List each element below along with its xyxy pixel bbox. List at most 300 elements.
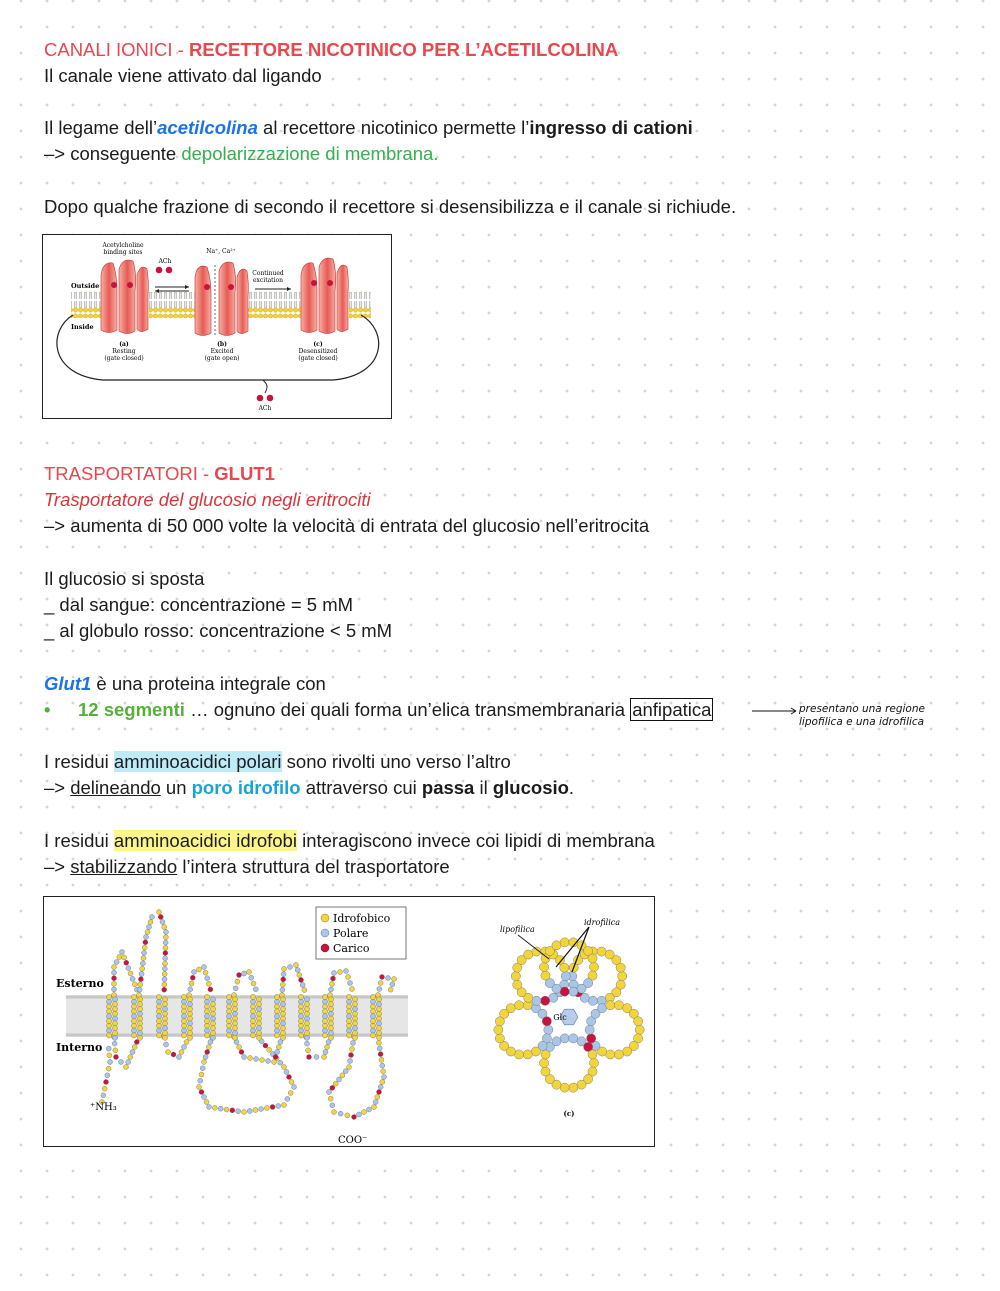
state-b-letter: (b) bbox=[217, 341, 227, 348]
loop-residue bbox=[350, 1047, 355, 1052]
loop-residue bbox=[338, 1111, 343, 1116]
loop-residue bbox=[107, 1053, 112, 1058]
loop-residue bbox=[377, 1090, 382, 1095]
loop-residue bbox=[218, 1106, 223, 1111]
membrane-segment bbox=[349, 292, 371, 318]
loop-residue bbox=[126, 1060, 131, 1065]
loop-residue bbox=[205, 976, 210, 981]
helix-residue bbox=[112, 1011, 117, 1016]
loop-residue bbox=[346, 975, 351, 980]
state-c-letter: (c) bbox=[313, 341, 323, 348]
loop-residue bbox=[138, 977, 143, 982]
loop-residue bbox=[307, 1055, 312, 1060]
helix-residue bbox=[232, 1006, 237, 1011]
loop-residue bbox=[379, 1057, 384, 1062]
topview-residue bbox=[585, 1025, 594, 1034]
loop-residue bbox=[253, 987, 258, 992]
helix-residue bbox=[204, 994, 209, 999]
helix-residue bbox=[328, 1021, 333, 1026]
helix-residue bbox=[322, 1028, 327, 1033]
loop-residue bbox=[147, 925, 152, 930]
loop-residue bbox=[124, 1065, 129, 1070]
loop-residue bbox=[302, 988, 307, 993]
loop-residue bbox=[119, 1060, 124, 1065]
loop-residue bbox=[367, 1107, 372, 1112]
label-binding-1: Acetylcholine bbox=[102, 242, 144, 249]
helix-residue bbox=[181, 994, 186, 999]
ach-molecule bbox=[166, 267, 173, 274]
helix-residue bbox=[274, 1009, 279, 1014]
helix-residue bbox=[204, 1009, 209, 1014]
loop-residue bbox=[390, 982, 395, 987]
loop-residue bbox=[337, 1077, 342, 1082]
helix-residue bbox=[112, 1035, 117, 1040]
topview-residue bbox=[635, 1025, 644, 1034]
legend-swatch-polar bbox=[321, 929, 329, 937]
loop-residue bbox=[197, 967, 202, 972]
topview-residue bbox=[614, 1050, 623, 1059]
loop-residue bbox=[380, 975, 385, 980]
text-span: è una proteina integrale con bbox=[91, 673, 326, 694]
loop-residue bbox=[254, 1057, 259, 1062]
helix-residue bbox=[210, 1006, 215, 1011]
helix-residue bbox=[131, 1023, 136, 1028]
helix-residue bbox=[250, 1014, 255, 1019]
helix-residue bbox=[376, 1011, 381, 1016]
label-c: (c) bbox=[563, 1109, 575, 1118]
loop-residue bbox=[380, 1063, 385, 1068]
text-span: –> bbox=[44, 777, 71, 798]
helix-residue bbox=[162, 1016, 167, 1021]
loop-residue bbox=[373, 1100, 378, 1105]
figure-glut1-structure bbox=[43, 896, 655, 1147]
helix-residue bbox=[156, 1009, 161, 1014]
loop-residue bbox=[163, 951, 168, 956]
section2-line9 bbox=[44, 828, 655, 854]
loop-residue bbox=[314, 1055, 319, 1060]
loop-residue bbox=[128, 1055, 133, 1060]
helix-residue bbox=[304, 997, 309, 1002]
helix-residue bbox=[274, 1014, 279, 1019]
loop-residue bbox=[140, 966, 145, 971]
helix-residue bbox=[156, 1023, 161, 1028]
loop-residue bbox=[247, 1109, 252, 1114]
topview-residue bbox=[569, 1083, 578, 1092]
topview-residue bbox=[552, 1037, 561, 1046]
loop-residue bbox=[112, 987, 117, 992]
loop-residue bbox=[333, 1081, 338, 1086]
helix-residue bbox=[328, 1026, 333, 1031]
loop-residue bbox=[101, 1093, 106, 1098]
loop-residue bbox=[325, 1045, 330, 1050]
loop-residue bbox=[202, 965, 207, 970]
topview-residue bbox=[588, 996, 597, 1005]
loop-residue bbox=[117, 955, 122, 960]
loop-residue bbox=[114, 1055, 119, 1060]
section2-line7 bbox=[44, 749, 511, 775]
helix-residue bbox=[346, 1023, 351, 1028]
helix-residue bbox=[328, 1002, 333, 1007]
topview-residue bbox=[598, 1004, 607, 1013]
loop-residue bbox=[112, 965, 117, 970]
term-polari: amminoacidici polari bbox=[113, 751, 282, 772]
helix-residue bbox=[210, 1011, 215, 1016]
loop-residue bbox=[138, 982, 143, 987]
helix-residue bbox=[226, 1009, 231, 1014]
topview-residue bbox=[634, 1017, 643, 1026]
helix-residue bbox=[210, 1026, 215, 1031]
helix-residue bbox=[156, 994, 161, 999]
helix-residue bbox=[131, 1018, 136, 1023]
topview-residue bbox=[552, 941, 561, 950]
receptor-resting bbox=[101, 260, 148, 334]
loop-residue bbox=[300, 983, 305, 988]
loop-residue bbox=[348, 1059, 353, 1064]
loop-residue bbox=[106, 1046, 111, 1051]
helix-residue bbox=[322, 999, 327, 1004]
term-ingresso-cationi: ingresso di cationi bbox=[529, 117, 693, 138]
loop-residue bbox=[259, 1107, 264, 1112]
section2-line10 bbox=[44, 854, 450, 880]
helix-residue bbox=[181, 999, 186, 1004]
loop-residue bbox=[276, 1045, 281, 1050]
loop-residue bbox=[188, 987, 193, 992]
helix-residue bbox=[376, 1006, 381, 1011]
loop-residue bbox=[166, 1050, 171, 1055]
helix-residue bbox=[226, 1028, 231, 1033]
loop-residue bbox=[284, 1070, 289, 1075]
helix-residue bbox=[210, 1035, 215, 1040]
helix-residue bbox=[328, 1006, 333, 1011]
loop-residue bbox=[349, 1053, 354, 1058]
section2-line5 bbox=[44, 671, 326, 697]
loop-residue bbox=[388, 987, 393, 992]
membrane-segment bbox=[149, 292, 195, 318]
helix-residue bbox=[226, 1014, 231, 1019]
helix-residue bbox=[137, 1021, 142, 1026]
helix-residue bbox=[131, 1028, 136, 1033]
loop-residue bbox=[352, 1115, 357, 1120]
helix-residue bbox=[304, 1030, 309, 1035]
glut1-top-view bbox=[494, 938, 645, 1092]
helix-residue bbox=[376, 1035, 381, 1040]
helix-residue bbox=[131, 999, 136, 1004]
helix-residue bbox=[204, 1018, 209, 1023]
helix-residue bbox=[106, 1004, 111, 1009]
loop-residue bbox=[287, 1075, 292, 1080]
loop-residue bbox=[323, 1050, 328, 1055]
loop-residue bbox=[206, 981, 211, 986]
loop-residue bbox=[331, 976, 336, 981]
term-idrofobi: amminoacidici idrofobi bbox=[113, 830, 297, 851]
loop-residue bbox=[108, 1060, 113, 1065]
helix-residue bbox=[256, 1002, 261, 1007]
loop-residue bbox=[132, 982, 137, 987]
loop-residue bbox=[251, 981, 256, 986]
helix-residue bbox=[226, 1018, 231, 1023]
topview-residue bbox=[569, 987, 578, 996]
loop-residue bbox=[171, 1052, 176, 1057]
section1-line2 bbox=[44, 115, 693, 141]
topview-residue bbox=[531, 1047, 540, 1056]
helix-residue bbox=[370, 1028, 375, 1033]
text-span: … ognuno dei quali forma un’elica transmembranaria bbox=[184, 699, 631, 720]
loop-residue bbox=[236, 1109, 241, 1114]
loop-residue bbox=[273, 1055, 278, 1060]
helix-residue bbox=[162, 1021, 167, 1026]
state-b-2: (gate open) bbox=[204, 355, 240, 362]
topview-residue bbox=[539, 962, 548, 971]
helix-residue bbox=[106, 1014, 111, 1019]
helix-residue bbox=[256, 1035, 261, 1040]
helix-residue bbox=[280, 1016, 285, 1021]
helix-residue bbox=[298, 1009, 303, 1014]
loop-residue bbox=[114, 960, 119, 965]
section2-title-prefix: TRASPORTATORI - bbox=[44, 463, 215, 484]
helix-residue bbox=[156, 1028, 161, 1033]
loop-residue bbox=[299, 978, 304, 983]
helix-residue bbox=[256, 1026, 261, 1031]
topview-residue bbox=[560, 987, 569, 996]
helix-residue bbox=[232, 1026, 237, 1031]
ach-release-arrow bbox=[263, 380, 267, 393]
helix-residue bbox=[256, 1030, 261, 1035]
helix-residue bbox=[280, 1035, 285, 1040]
loop-residue bbox=[203, 970, 208, 975]
loop-residue bbox=[285, 1097, 290, 1102]
topview-residue bbox=[524, 950, 533, 959]
loop-residue bbox=[282, 967, 287, 972]
helix-residue bbox=[304, 1035, 309, 1040]
loop-residue bbox=[329, 987, 334, 992]
helix-residue bbox=[328, 1016, 333, 1021]
loop-residue bbox=[378, 1085, 383, 1090]
loop-residue bbox=[102, 1086, 107, 1091]
handwritten-note-2: lipofilica e una idrofilica bbox=[799, 716, 925, 728]
helix-residue bbox=[370, 1018, 375, 1023]
loop-residue bbox=[104, 1080, 109, 1085]
loop-residue bbox=[338, 970, 343, 975]
topview-residue bbox=[618, 972, 627, 981]
helix-residue bbox=[137, 1016, 142, 1021]
helix-residue bbox=[137, 1030, 142, 1035]
loop-residue bbox=[145, 930, 150, 935]
loop-residue bbox=[376, 1040, 381, 1045]
loop-residue bbox=[208, 987, 213, 992]
loop-residue bbox=[202, 1060, 207, 1065]
label-outside: Outside bbox=[71, 282, 100, 290]
text-span: Il legame dell’ bbox=[44, 117, 158, 138]
loop-residue bbox=[177, 1055, 182, 1060]
helix-residue bbox=[370, 1023, 375, 1028]
helix-residue bbox=[376, 997, 381, 1002]
label-ions: Na⁺, Ca²⁺ bbox=[206, 248, 236, 255]
loop-residue bbox=[207, 1105, 212, 1110]
helix-residue bbox=[156, 1033, 161, 1038]
label-binding-2: binding sites bbox=[103, 249, 143, 256]
text-span: l’intera struttura del trasportatore bbox=[177, 856, 450, 877]
helix-residue bbox=[346, 1004, 351, 1009]
helix-residue bbox=[226, 1023, 231, 1028]
loop-residue bbox=[242, 971, 247, 976]
helix-residue bbox=[106, 1023, 111, 1028]
label-coo: COO⁻ bbox=[338, 1135, 368, 1146]
helix-residue bbox=[232, 1011, 237, 1016]
helix-residue bbox=[181, 1004, 186, 1009]
loop-residue bbox=[237, 973, 242, 978]
loop-residue bbox=[164, 1042, 169, 1047]
loop-residue bbox=[120, 950, 125, 955]
helix-residue bbox=[250, 1033, 255, 1038]
loop-residue bbox=[162, 982, 167, 987]
topview-residue bbox=[588, 1050, 597, 1059]
loop-residue bbox=[162, 925, 167, 930]
loop-residue bbox=[112, 970, 117, 975]
topview-residue bbox=[494, 1025, 503, 1034]
helix-residue bbox=[137, 1035, 142, 1040]
loop-residue bbox=[362, 1110, 367, 1115]
helix-residue bbox=[328, 997, 333, 1002]
helix-residue bbox=[131, 994, 136, 999]
helix-residue bbox=[322, 1004, 327, 1009]
helix-residue bbox=[156, 1014, 161, 1019]
helix-residue bbox=[210, 1016, 215, 1021]
helix-residue bbox=[352, 1026, 357, 1031]
topview-residue bbox=[560, 1034, 569, 1043]
loop-residue bbox=[142, 945, 147, 950]
loop-residue bbox=[278, 1060, 283, 1065]
loop-residue bbox=[112, 1041, 117, 1046]
legend-polar: Polare bbox=[333, 927, 369, 940]
section1-line1: Il canale viene attivato dal ligando bbox=[44, 65, 322, 86]
helix-residue bbox=[187, 1016, 192, 1021]
loop-residue bbox=[386, 976, 391, 981]
text-span: attraverso cui bbox=[300, 777, 422, 798]
label-continued-2: excitation bbox=[252, 277, 284, 284]
ach-molecule bbox=[267, 395, 274, 402]
topview-residue bbox=[569, 1034, 578, 1043]
helix-residue bbox=[298, 999, 303, 1004]
section2-line3: _ dal sangue: concentrazione = 5 mM bbox=[44, 594, 354, 615]
loop-residue bbox=[130, 1050, 135, 1055]
loop-residue bbox=[351, 1041, 356, 1046]
loop-residue bbox=[235, 979, 240, 984]
glut1-diagram bbox=[44, 897, 654, 1146]
state-a-letter: (a) bbox=[119, 341, 129, 348]
topview-residue bbox=[541, 1067, 550, 1076]
loop-residue bbox=[132, 1045, 137, 1050]
loop-residue bbox=[143, 940, 148, 945]
helix-residue bbox=[370, 1004, 375, 1009]
helix-residue bbox=[346, 994, 351, 999]
helix-residue bbox=[112, 1002, 117, 1007]
loop-residue bbox=[124, 960, 129, 965]
helix-residue bbox=[187, 1035, 192, 1040]
helix-residue bbox=[131, 1033, 136, 1038]
loop-residue bbox=[199, 1090, 204, 1095]
loop-residue bbox=[282, 1103, 287, 1108]
topview-residue bbox=[513, 980, 522, 989]
loop-residue bbox=[141, 956, 146, 961]
loop-residue bbox=[378, 981, 383, 986]
loop-residue bbox=[142, 950, 147, 955]
term-stabilizzando: stabilizzando bbox=[70, 856, 178, 877]
helix-residue bbox=[162, 1035, 167, 1040]
topview-residue bbox=[614, 1001, 623, 1010]
helix-residue bbox=[187, 1021, 192, 1026]
helix-residue bbox=[210, 1030, 215, 1035]
helix-residue bbox=[376, 1030, 381, 1035]
text-span: I residui bbox=[44, 830, 114, 851]
helix-residue bbox=[106, 999, 111, 1004]
loop-residue bbox=[282, 1065, 287, 1070]
topview-residue bbox=[495, 1034, 504, 1043]
helix-residue bbox=[187, 1002, 192, 1007]
loop-residue bbox=[275, 1050, 280, 1055]
helix-residue bbox=[232, 997, 237, 1002]
loop-residue bbox=[378, 1052, 383, 1057]
loop-residue bbox=[294, 963, 299, 968]
helix-residue bbox=[298, 1018, 303, 1023]
helix-residue bbox=[352, 1011, 357, 1016]
helix-residue bbox=[298, 1014, 303, 1019]
text-span: sono rivolti uno verso l’altro bbox=[281, 751, 511, 772]
loop-residue bbox=[162, 966, 167, 971]
helix-residue bbox=[274, 1023, 279, 1028]
helix-residue bbox=[256, 1006, 261, 1011]
loop-residue bbox=[292, 1085, 297, 1090]
helix-residue bbox=[250, 994, 255, 999]
loop-residue bbox=[348, 981, 353, 986]
section2-line2: Il glucosio si sposta bbox=[44, 568, 205, 589]
loop-residue bbox=[340, 1073, 345, 1078]
loop-residue bbox=[392, 977, 397, 982]
helix-residue bbox=[210, 997, 215, 1002]
loop-residue bbox=[163, 945, 168, 950]
topview-residue bbox=[606, 1001, 615, 1010]
loop-residue bbox=[306, 1048, 311, 1053]
loop-residue bbox=[203, 1055, 208, 1060]
loop-residue bbox=[305, 1041, 310, 1046]
legend-charged: Carico bbox=[333, 942, 370, 955]
loop-residue bbox=[377, 987, 382, 992]
topview-residue bbox=[587, 1034, 596, 1043]
membrane-segment bbox=[245, 292, 301, 318]
helix-residue bbox=[274, 1018, 279, 1023]
receptor-diagram bbox=[43, 235, 391, 418]
loop-residue bbox=[381, 1069, 386, 1074]
loop-residue bbox=[179, 1050, 184, 1055]
loop-residue bbox=[163, 961, 168, 966]
label-esterno: Esterno bbox=[56, 977, 104, 990]
helix-residue bbox=[322, 1033, 327, 1038]
loop-residue bbox=[162, 977, 167, 982]
loop-residue bbox=[332, 1110, 337, 1115]
loop-residue bbox=[144, 935, 149, 940]
section2-line1: –> aumenta di 50 000 volte la velocità di entrata del glucosio nell’eritrocita bbox=[44, 515, 650, 536]
helix-residue bbox=[280, 1021, 285, 1026]
helix-residue bbox=[250, 1004, 255, 1009]
bullet-icon: • bbox=[44, 699, 51, 720]
term-glucosio: glucosio bbox=[492, 777, 569, 798]
loop-residue bbox=[295, 968, 300, 973]
helix-residue bbox=[106, 1009, 111, 1014]
section1-title-main: RECETTORE NICOTINICO PER L’ACETILCOLINA bbox=[188, 39, 619, 60]
topview-residue bbox=[588, 954, 597, 963]
loop-residue bbox=[130, 976, 135, 981]
helix-residue bbox=[112, 1026, 117, 1031]
topview-residue bbox=[514, 1001, 523, 1010]
